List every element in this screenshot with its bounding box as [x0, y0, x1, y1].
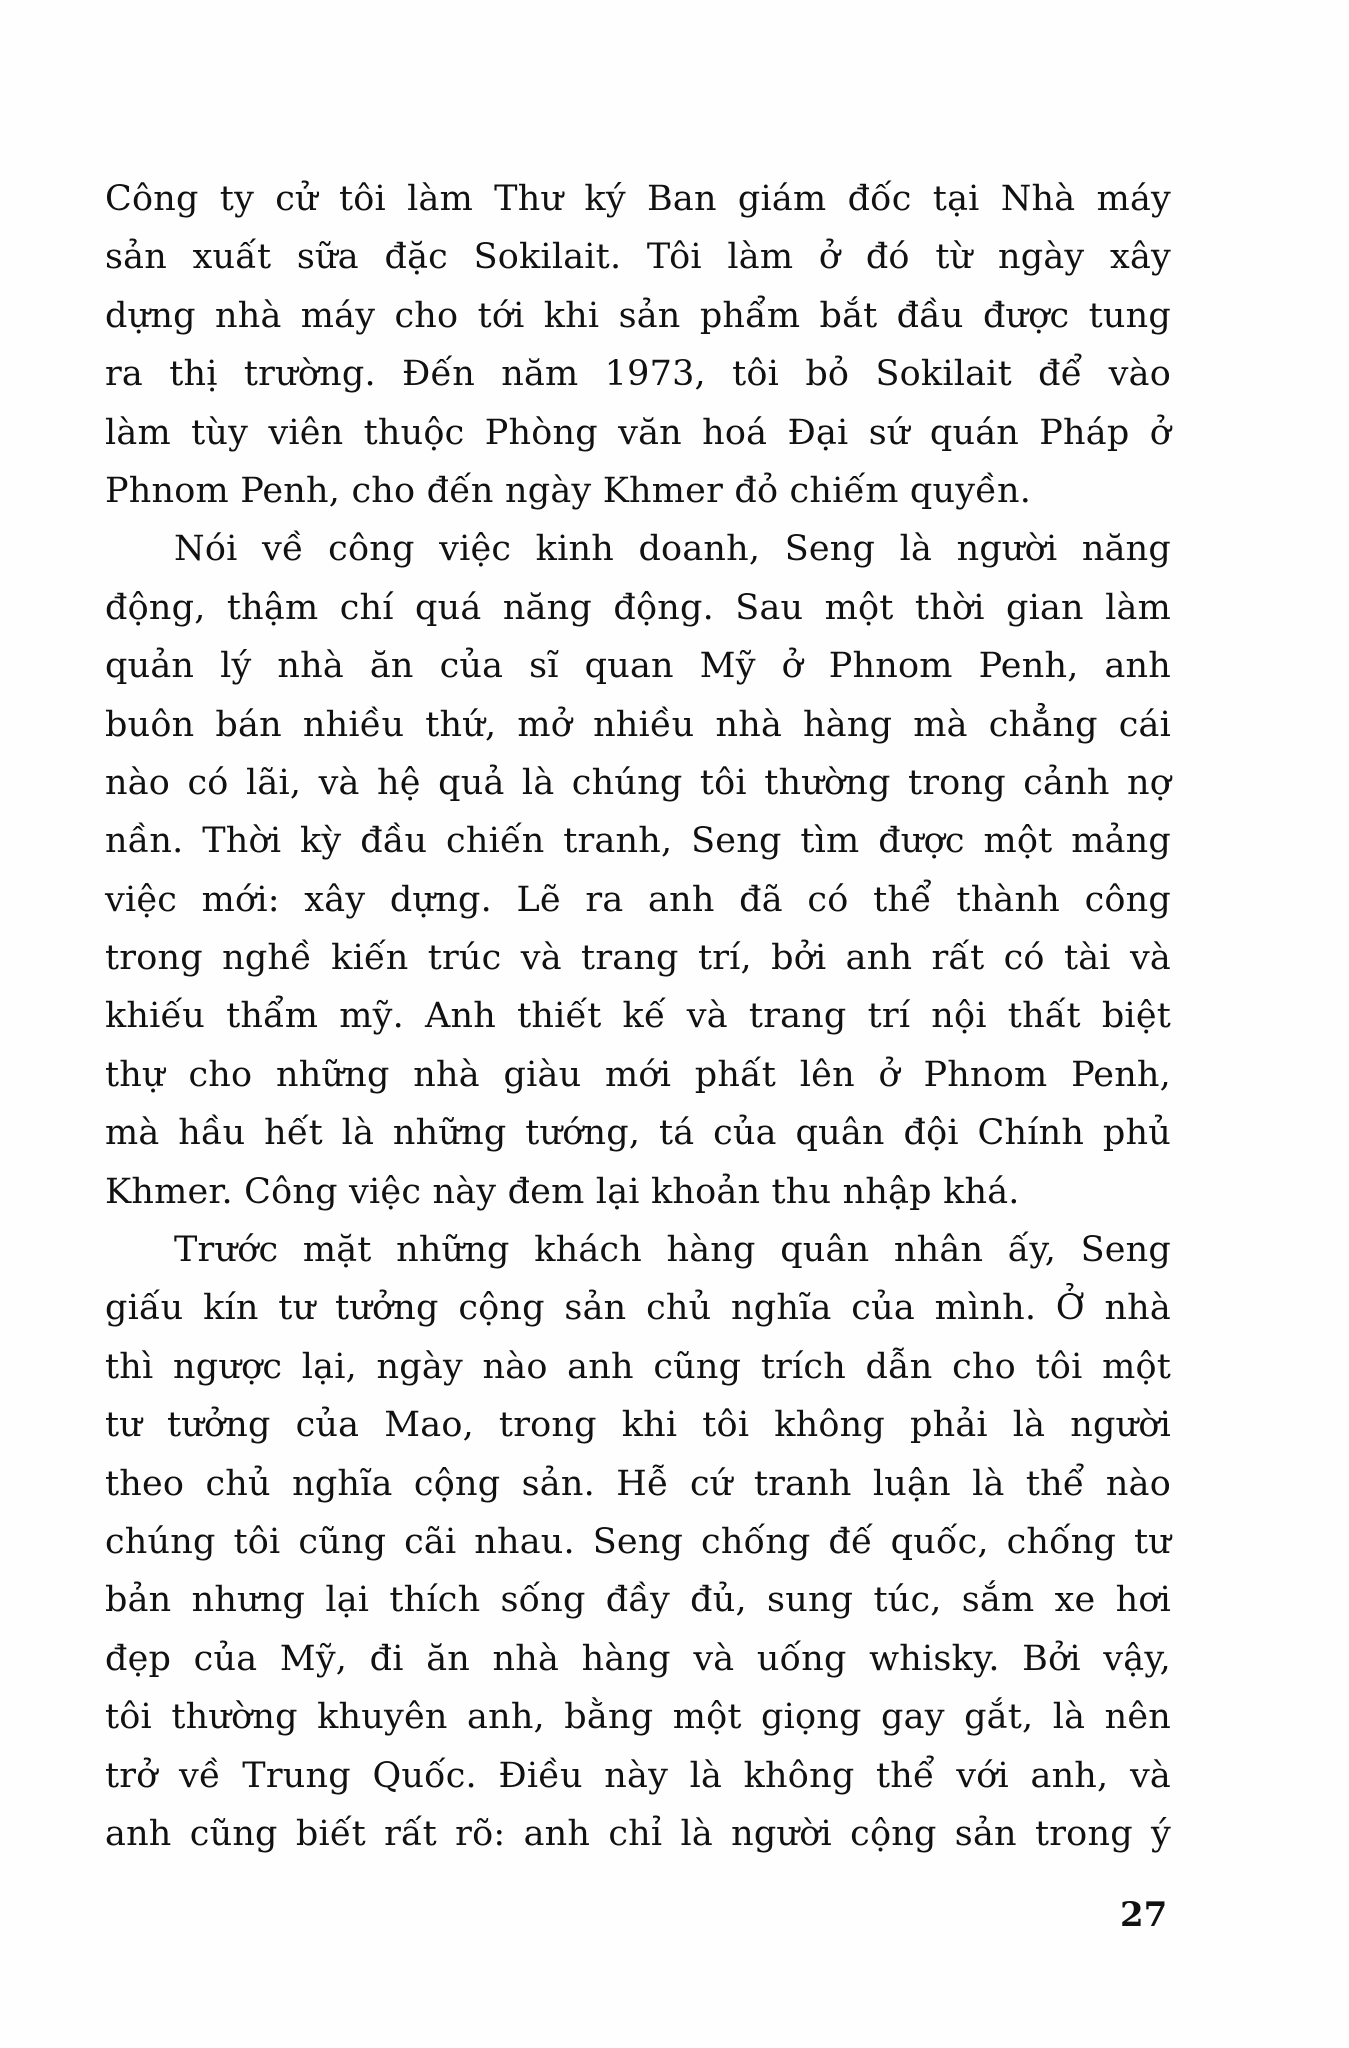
text-line: nần. Thời kỳ đầu chiến tranh, Seng tìm được một mảng: [105, 821, 1171, 862]
page-number: 27: [1120, 1895, 1168, 1935]
text-line: bản nhưng lại thích sống đầy đủ, sung túc, sắm xe hơi: [105, 1580, 1171, 1621]
text-line: Khmer. Công việc này đem lại khoản thu nhập khá.: [105, 1171, 1020, 1212]
text-line: ra thị trường. Đến năm 1973, tôi bỏ Sokilait để vào: [105, 354, 1171, 395]
text-line: nào có lãi, và hệ quả là chúng tôi thường trong cảnh nợ: [105, 762, 1171, 803]
text-line: thì ngược lại, ngày nào anh cũng trích dẫn cho tôi một: [105, 1346, 1171, 1387]
text-line: khiếu thẩm mỹ. Anh thiết kế và trang trí nội thất biệt: [105, 996, 1171, 1037]
text-line: sản xuất sữa đặc Sokilait. Tôi làm ở đó từ ngày xây: [105, 237, 1171, 278]
text-line: chúng tôi cũng cãi nhau. Seng chống đế quốc, chống tư: [105, 1521, 1171, 1562]
text-line: động, thậm chí quá năng động. Sau một thời gian làm: [105, 587, 1171, 628]
text-line: trong nghề kiến trúc và trang trí, bởi anh rất có tài và: [105, 938, 1171, 979]
text-line: theo chủ nghĩa cộng sản. Hễ cứ tranh luận là thể nào: [105, 1463, 1171, 1504]
text-line: mà hầu hết là những tướng, tá của quân đội Chính phủ: [105, 1113, 1171, 1154]
text-line: thự cho những nhà giàu mới phất lên ở Phnom Penh,: [105, 1054, 1171, 1095]
paragraph-first-line: Nói về công việc kinh doanh, Seng là người năng: [174, 529, 1171, 570]
text-line: trở về Trung Quốc. Điều này là không thể với anh, và: [105, 1755, 1171, 1796]
text-line: dựng nhà máy cho tới khi sản phẩm bắt đầu được tung: [105, 295, 1171, 336]
text-line: buôn bán nhiều thứ, mở nhiều nhà hàng mà chẳng cái: [105, 704, 1171, 745]
text-line: Phnom Penh, cho đến ngày Khmer đỏ chiếm quyền.: [105, 470, 1032, 511]
text-line: tôi thường khuyên anh, bằng một giọng gay gắt, là nên: [105, 1697, 1171, 1738]
text-line: giấu kín tư tưởng cộng sản chủ nghĩa của mình. Ở nhà: [105, 1288, 1171, 1329]
text-line: Công ty cử tôi làm Thư ký Ban giám đốc tại Nhà máy: [105, 179, 1171, 219]
text-line: anh cũng biết rất rõ: anh chỉ là người cộng sản trong ý: [105, 1813, 1171, 1854]
body-text: [105, 170, 1171, 1863]
text-line: đẹp của Mỹ, đi ăn nhà hàng và uống whisky. Bởi vậy,: [105, 1638, 1171, 1679]
paragraph-first-line: Trước mặt những khách hàng quân nhân ấy, Seng: [174, 1230, 1171, 1271]
text-line: việc mới: xây dựng. Lẽ ra anh đã có thể thành công: [105, 879, 1171, 920]
text-line: làm tùy viên thuộc Phòng văn hoá Đại sứ quán Pháp ở: [105, 412, 1171, 453]
text-line: tư tưởng của Mao, trong khi tôi không phải là người: [105, 1405, 1171, 1446]
text-line: quản lý nhà ăn của sĩ quan Mỹ ở Phnom Penh, anh: [105, 646, 1171, 687]
